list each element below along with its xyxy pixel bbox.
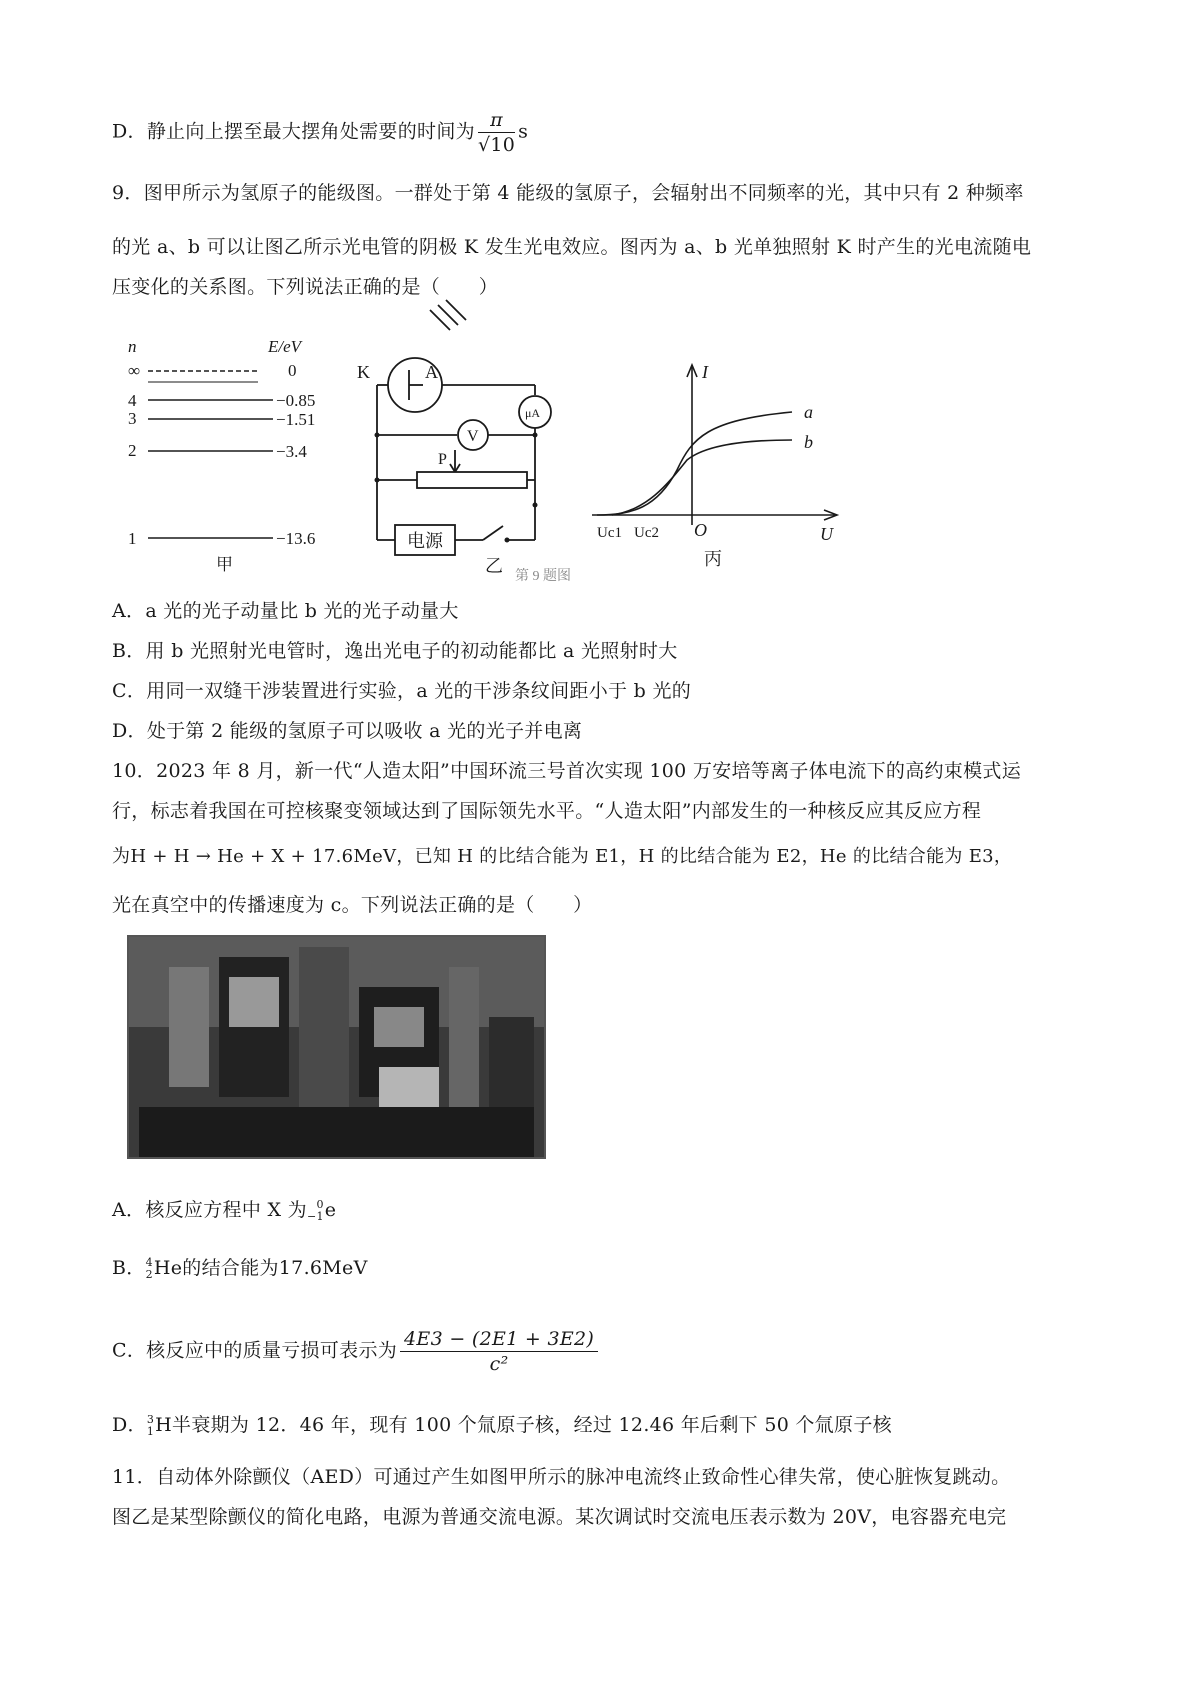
q10c-denominator: c²	[489, 1353, 509, 1375]
level-inf-e: 0	[288, 361, 297, 380]
q10-option-a	[112, 1197, 336, 1223]
level-3-n: 3	[128, 409, 137, 428]
q10-stem-line4: 光在真空中的传播速度为 c。下列说法正确的是（ ）	[112, 894, 593, 916]
q8d-frac-den: √10	[477, 134, 516, 156]
microammeter-label: μA	[525, 406, 541, 420]
n-axis-label: n	[128, 337, 137, 356]
q10d-mass-number: 3	[146, 1413, 155, 1426]
level-3-e: −1.51	[276, 410, 316, 429]
q10b-nuclide-indices	[146, 1257, 153, 1281]
q10-option-b	[112, 1255, 368, 1281]
q10c-numerator: 4E3 − (2E1 + 3E2)	[400, 1327, 598, 1352]
q9-option-a: A．a 光的光子动量比 b 光的光子动量大	[112, 600, 459, 622]
q10d-nuclide-indices	[147, 1414, 154, 1438]
equation-body: H + H → He + X + 17.6MeV，已知 H 的比结合能为 E1，H 的比结合能为 E2，He 的比结合能为 E3，	[130, 846, 1013, 867]
current-voltage-graph	[592, 360, 842, 575]
q10b-symbol: He	[153, 1257, 183, 1279]
uc2-label: Uc2	[634, 525, 659, 541]
q10a-mass-number: 0	[316, 1198, 324, 1211]
q8d-text: D．静止向上摆至最大摆角处需要的时间为	[112, 120, 475, 143]
u-axis-label: U	[820, 524, 833, 544]
q9-option-b: B．用 b 光照射光电管时，逸出光电子的初动能都比 a 光照射时大	[112, 640, 678, 662]
cathode-label: K	[357, 362, 370, 382]
q10a-charge-number: −1	[306, 1210, 324, 1223]
q9-stem-line2: 的光 a、b 可以让图乙所示光电管的阴极 K 发生光电效应。图丙为 a、b 光单独照射 K 时产生的光电流随电	[112, 236, 1032, 258]
fig-yi-caption: 乙	[485, 556, 503, 576]
curve-a-label: a	[804, 402, 813, 422]
curve-b-label: b	[804, 432, 813, 452]
curve-b	[612, 440, 792, 515]
q10a-symbol: e	[324, 1199, 337, 1221]
switch-icon	[483, 526, 503, 540]
figure-caption-fragment: 第 9 题图	[515, 569, 571, 584]
level-4-e: −0.85	[276, 391, 316, 410]
level-inf-n: ∞	[128, 361, 141, 380]
q9-option-d: D．处于第 2 能级的氢原子可以吸收 a 光的光子并电离	[112, 720, 583, 742]
q11-stem-line2: 图乙是某型除颤仪的简化电路，电源为普通交流电源。某次调试时交流电压表示数为 20V，电容器充电完	[112, 1506, 1007, 1528]
q10b-mass-number: 4	[145, 1256, 153, 1269]
q10c-prefix: C．核反应中的质量亏损可表示为	[112, 1339, 398, 1362]
q10b-charge-number: 2	[145, 1268, 153, 1281]
q8d-unit: s	[518, 120, 529, 143]
q10d-symbol: H	[155, 1414, 173, 1436]
level-2-e: −3.4	[276, 442, 307, 461]
slider-label: P	[438, 451, 447, 468]
i-axis-label: I	[702, 362, 708, 382]
q8-option-d	[112, 108, 528, 157]
tokamak-photo-illustration	[129, 937, 544, 1157]
fig-bing-caption: 丙	[704, 549, 722, 569]
q10-option-c	[112, 1327, 601, 1376]
q9-stem-line3: 压变化的关系图。下列说法正确的是（ ）	[112, 276, 499, 298]
level-1-n: 1	[128, 529, 137, 548]
q11-stem-line1: 11．自动体外除颤仪（AED）可通过产生如图甲所示的脉冲电流终止致命性心律失常，使心脏恢复跳动。	[112, 1466, 1011, 1488]
e-axis-label: E/eV	[268, 337, 302, 356]
level-1-e: −13.6	[276, 529, 316, 548]
q10b-prefix: B．	[112, 1257, 146, 1279]
q10d-charge-number: 1	[146, 1425, 155, 1438]
q10d-prefix: D．	[112, 1414, 147, 1436]
tokamak-photo	[127, 935, 546, 1159]
q8d-frac-num: π	[478, 108, 515, 133]
uc1-label: Uc1	[597, 525, 622, 541]
equation-prefix: 为	[112, 846, 131, 867]
q10-option-d	[112, 1412, 892, 1438]
q8d-fraction	[478, 108, 515, 157]
level-4-n: 4	[128, 391, 137, 410]
fig-jia-caption: 甲	[216, 555, 233, 574]
energy-level-diagram	[118, 336, 333, 576]
anode-label: A	[425, 362, 438, 382]
q10a-nuclide-indices	[307, 1199, 324, 1223]
photoelectric-circuit-diagram	[357, 300, 585, 584]
voltmeter-label: V	[467, 428, 479, 445]
origin-label: O	[694, 520, 707, 540]
q10b-suffix: 的结合能为17.6MeV	[182, 1257, 368, 1279]
q9-stem-line1: 9．图甲所示为氢原子的能级图。一群处于第 4 能级的氢原子，会辐射出不同频率的光，其中只有 2 种频率	[112, 182, 1024, 204]
q10-equation-line	[112, 844, 1012, 870]
q10-stem-line2: 行，标志着我国在可控核聚变领域达到了国际领先水平。“人造太阳”内部发生的一种核反应其反应方程	[112, 800, 982, 822]
q10-stem-line1: 10．2023 年 8 月，新一代“人造太阳”中国环流三号首次实现 100 万安培等离子体电流下的高约束模式运	[112, 760, 1022, 782]
power-source-label: 电源	[407, 531, 443, 551]
level-2-n: 2	[128, 441, 137, 460]
q10c-fraction	[400, 1327, 598, 1376]
curve-a	[597, 412, 792, 515]
q10d-suffix: 半衰期为 12．46 年，现有 100 个氚原子核，经过 12.46 年后剩下 50 个氚原子核	[172, 1414, 892, 1436]
rheostat-icon	[417, 472, 527, 488]
q10a-text: A．核反应方程中 X 为	[112, 1199, 307, 1221]
q9-option-c: C．用同一双缝干涉装置进行实验，a 光的干涉条纹间距小于 b 光的	[112, 680, 692, 702]
